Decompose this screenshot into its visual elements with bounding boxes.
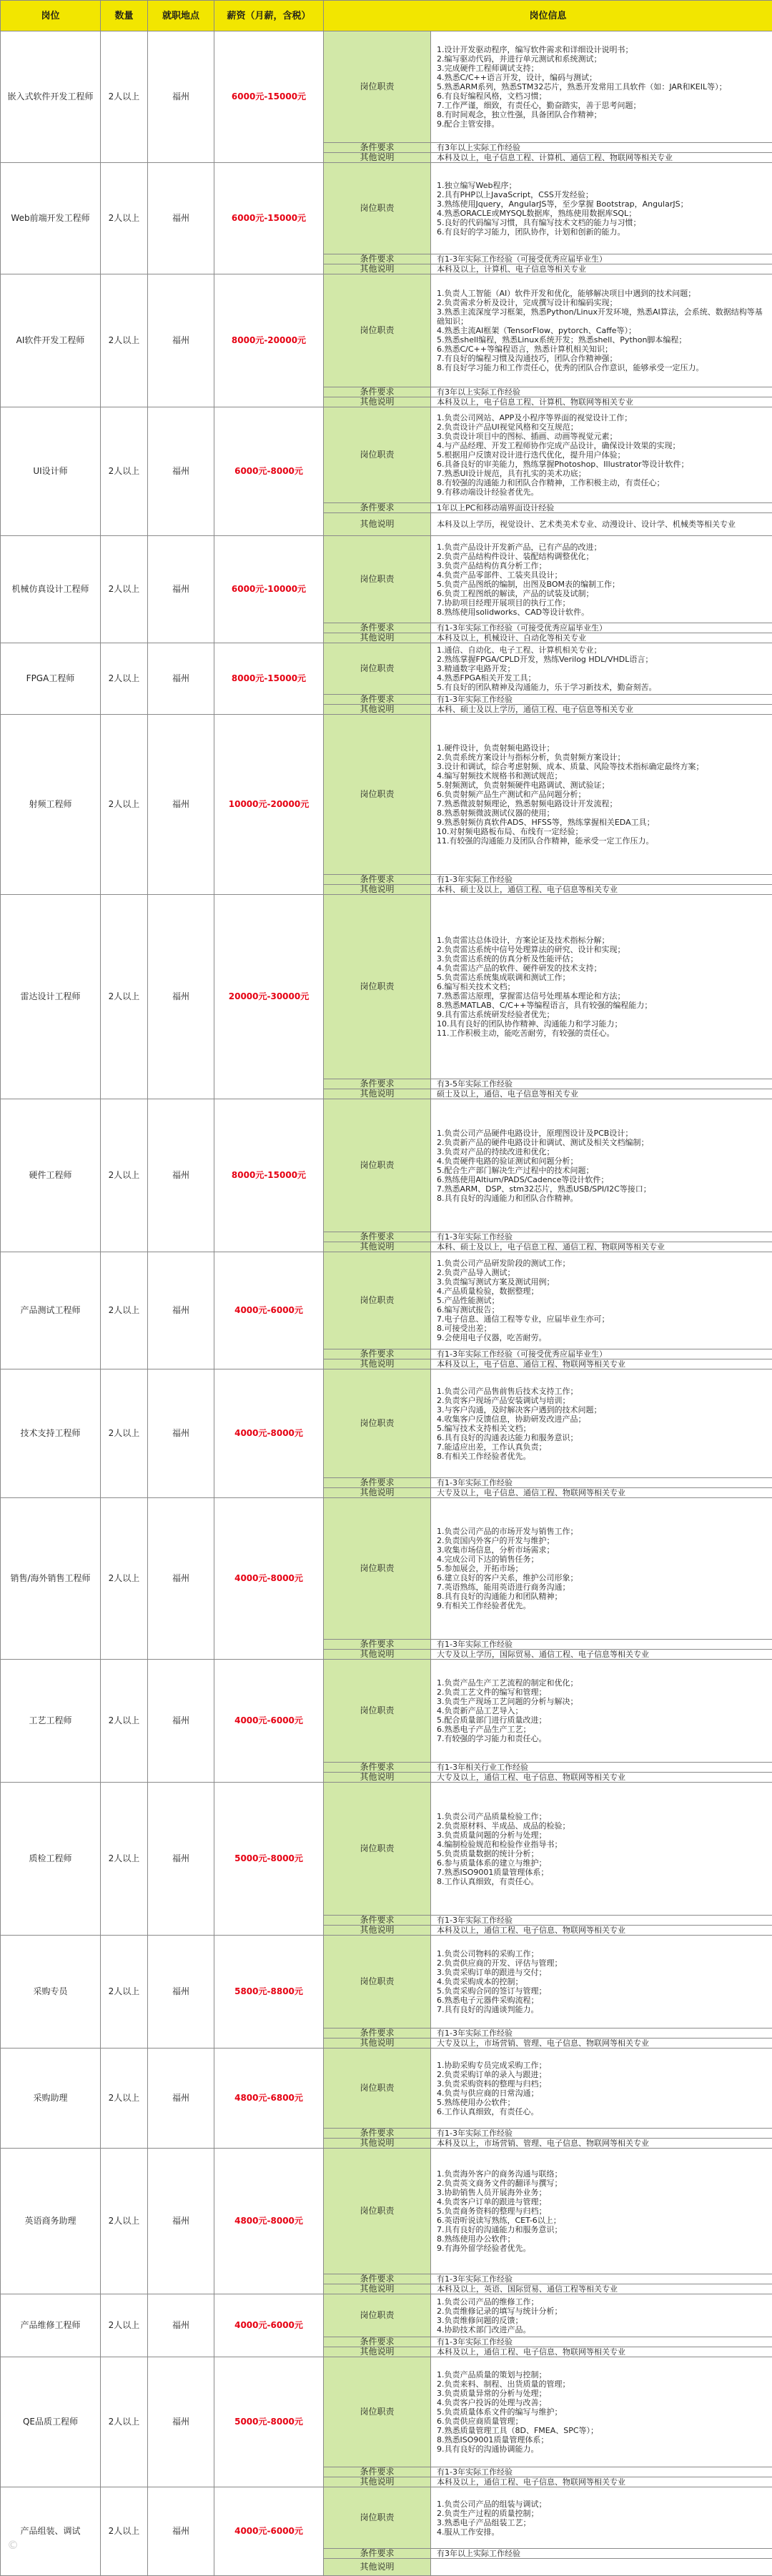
job-other: 本科及以上，通信工程、电子信息、物联网等相关专业	[431, 2347, 772, 2357]
job-duty: 1.设计开发驱动程序，编写软件需求和详细设计说明书； 2.编写驱动代码，并进行单元测试和系统测试； 3.完成硬件工程师调试支持； 4.熟悉C/C++语言开发，设计，编码与测试； 5.熟悉ARM系列，熟悉STM32芯片，熟悉开发常用工具软件（如：JAR和KEIL等）； 6.有良好编程风格，文档习惯； 7.工作严谨，细致，有责任心，勤奋踏实，善于思考问题； 8.有时间观念，独立性强，具备团队合作精神； 9.配合主管安排。	[431, 31, 772, 143]
job-salary: 4800元-6800元	[214, 2049, 324, 2149]
req-label: 条件要求	[324, 875, 431, 885]
req-label: 条件要求	[324, 503, 431, 513]
job-location: 福州	[148, 1498, 214, 1660]
job-duty: 1.负责产品设计开发新产品，已有产品的改进； 2.负责产品结构件设计、装配结构调整优化； 3.负责产品结构仿真分析工作； 4.负责产品零部件、工装夹具设计； 5.负责产品图纸的编制，出图及BOM表的编制工作； 6.负责工程图纸的解读，产品的试装及试制； 7.协助项目经理开展项目的执行工作； 8.熟练使用solidworks、CAD等设计软件。	[431, 536, 772, 623]
job-location: 福州	[148, 407, 214, 536]
job-other: 本科、硕士及以上，电子信息工程、通信工程、物联网等相关专业	[431, 1242, 772, 1252]
table-row	[1, 643, 772, 695]
job-title: AI软件开发工程师	[1, 274, 101, 407]
job-requirement: 有3年以上实际工作经验	[431, 143, 772, 153]
job-requirement: 有1-3年实际工作经验（可接受优秀应届毕业生）	[431, 254, 772, 264]
other-label: 其他说明	[324, 1242, 431, 1252]
duty-label: 岗位职责	[324, 31, 431, 143]
job-count: 2人以上	[101, 2149, 148, 2294]
job-title: QE品质工程师	[1, 2357, 101, 2487]
job-duty: 1.负责公司产品质量检验工作； 2.负责原材料、半成品、成品的检验； 3.负责质量问题的分析与处理； 4.编制检验规范和检验作业指导书； 5.负责质量数据的统计分析； 6.参与质量体系的建立与维护； 7.熟悉ISO9001质量管理体系； 8.工作认真细致，有责任心。	[431, 1783, 772, 1916]
req-label: 条件要求	[324, 1349, 431, 1359]
table-row	[1, 1660, 772, 1763]
job-title: 技术支持工程师	[1, 1369, 101, 1498]
other-label: 其他说明	[324, 264, 431, 274]
req-label: 条件要求	[324, 1763, 431, 1773]
job-other: 本科及以上，电子信息、通信工程、物联网等相关专业	[431, 1359, 772, 1369]
job-other: 本科及以上，电子信息工程、计算机、通信工程、物联网等相关专业	[431, 153, 772, 163]
duty-label: 岗位职责	[324, 2149, 431, 2274]
job-duty: 1.负责海外客户的商务沟通与联络； 2.负责英文商务文件的翻译与撰写； 3.协助销售人员开展海外业务； 4.负责客户订单的跟进与管理； 5.负责商务资料的整理与归档； 6.英语听说读写熟练，CET-6以上； 7.具有良好的沟通能力和服务意识； 8.熟练使用办公软件； 9.有海外留学经验者优先。	[431, 2149, 772, 2274]
job-other: 本科、硕士及以上学历，通信工程、电子信息等相关专业	[431, 705, 772, 715]
job-duty: 1.负责公司产品硬件电路设计，原理图设计及PCB设计； 2.负责新产品的硬件电路设计和调试、测试及相关文档编制； 3.负责对产品的持续改进和优化； 4.负责硬件电路的验证测试和问题分析； 5.配合生产部门解决生产过程中的技术问题； 6.熟练使用Altium/PADS/Cadence等设计软件； 7.熟悉ARM、DSP、stm32芯片，熟悉USB/SPI/I2C等接口； 8.具有良好的沟通能力和团队合作精神。	[431, 1099, 772, 1232]
req-label: 条件要求	[324, 254, 431, 264]
duty-label: 岗位职责	[324, 274, 431, 387]
job-salary: 8000元-15000元	[214, 1099, 324, 1252]
job-count: 2人以上	[101, 1099, 148, 1252]
other-label: 其他说明	[324, 2477, 431, 2487]
other-label: 其他说明	[324, 633, 431, 643]
job-duty: 1.负责产品质量的策划与控制； 2.负责来料、制程、出货质量的管理； 3.负责质量异常的分析与处理； 4.负责客户投诉的处理与改善； 5.负责质量体系文件的编写与维护； 6.负责供应商质量管理； 7.熟悉质量管理工具（8D、FMEA、SPC等）； 8.熟悉ISO9001质量管理体系； 9.具有良好的沟通协调能力。	[431, 2357, 772, 2467]
job-title: 嵌入式软件开发工程师	[1, 31, 101, 163]
job-requirement: 有3-5年实际工作经验	[431, 1079, 772, 1089]
job-other: 本科及以上，机械设计、自动化等相关专业	[431, 633, 772, 643]
job-location: 福州	[148, 1099, 214, 1252]
job-location: 福州	[148, 1369, 214, 1498]
duty-label: 岗位职责	[324, 163, 431, 254]
table-row	[1, 2294, 772, 2337]
job-salary: 5000元-8000元	[214, 1783, 324, 1936]
job-requirement: 有3年以上实际工作经验	[431, 2549, 772, 2559]
header-count: 数量	[101, 1, 148, 31]
job-other: 本科、硕士及以上，通信工程、电子信息等相关专业	[431, 885, 772, 895]
duty-label: 岗位职责	[324, 2049, 431, 2129]
job-location: 福州	[148, 1252, 214, 1369]
job-requirement: 有1-3年实际工作经验	[431, 2467, 772, 2477]
duty-label: 岗位职责	[324, 1498, 431, 1640]
duty-label: 岗位职责	[324, 2294, 431, 2337]
job-salary: 5800元-8800元	[214, 1936, 324, 2049]
job-duty: 1.协助采购专员完成采购工作； 2.负责采购订单的录入与跟进； 3.负责采购资料的整理与归档； 4.负责与供应商的日常沟通； 5.熟练使用办公软件； 6.工作认真细致，有责任心。	[431, 2049, 772, 2129]
job-requirement: 有1-3年实际工作经验	[431, 1232, 772, 1242]
job-count: 2人以上	[101, 1936, 148, 2049]
req-label: 条件要求	[324, 2467, 431, 2477]
table-row	[1, 1252, 772, 1349]
job-salary: 4800元-8000元	[214, 2149, 324, 2294]
job-title: 产品维修工程师	[1, 2294, 101, 2357]
job-salary: 6000元-15000元	[214, 31, 324, 163]
duty-label: 岗位职责	[324, 407, 431, 503]
job-title: 英语商务助理	[1, 2149, 101, 2294]
job-duty: 1.负责公司物料的采购工作； 2.负责供应商的开发、评估与管理； 3.负责采购订单的跟进与交付； 4.负责采购成本的控制； 5.负责采购合同的签订与管理； 6.熟悉电子元器件采购流程； 7.具有良好的沟通谈判能力。	[431, 1936, 772, 2028]
job-location: 福州	[148, 643, 214, 715]
job-location: 福州	[148, 2294, 214, 2357]
other-label: 其他说明	[324, 1488, 431, 1498]
job-requirement: 有1-3年实际工作经验（可接受优秀应届毕业生）	[431, 623, 772, 633]
job-title: 机械仿真设计工程师	[1, 536, 101, 643]
other-label: 其他说明	[324, 1650, 431, 1660]
job-other: 本科及以上，通信工程、电子信息、物联网等相关专业	[431, 2477, 772, 2487]
job-requirement: 有1-3年实际工作经验	[431, 2129, 772, 2139]
job-salary: 4000元-6000元	[214, 1660, 324, 1783]
job-count: 2人以上	[101, 643, 148, 715]
table-row	[1, 2149, 772, 2274]
job-location: 福州	[148, 1783, 214, 1936]
other-label: 其他说明	[324, 1773, 431, 1783]
job-count: 2人以上	[101, 536, 148, 643]
job-requirement: 有1-3年实际工作经验	[431, 2028, 772, 2038]
job-requirement: 有1-3年实际工作经验	[431, 2274, 772, 2284]
job-location: 福州	[148, 1936, 214, 2049]
other-label: 其他说明	[324, 2139, 431, 2149]
job-duty: 1.负责公司产品的组装与调试； 2.负责生产过程的质量控制； 3.熟悉电子产品组装工艺； 4.服从工作安排。	[431, 2487, 772, 2549]
other-label: 其他说明	[324, 2559, 431, 2576]
job-other: 本科及以上，计算机、电子信息等相关专业	[431, 264, 772, 274]
job-duty: 1.硬件设计，负责射频电路设计； 2.负责系统方案设计与指标分析，负责射频方案设计； 3.设计和调试，综合考虑射频、成本、质量、风险等技术指标确定最终方案； 4.编写射频技术规格书和测试规范； 5.射频测试，负责射频硬件电路调试、测试验证； 6.负责射频产品生产测试和产品问题分析； 7.熟悉微波射频理论，熟悉射频电路设计开发流程； 8.熟悉射频微波测试仪器的使用； 9.熟悉射频仿真软件ADS、HFSS等，熟练掌握相关EDA工具； 10.对射频电路板布局、布线有一定经验； 11.有较强的沟通能力及团队合作精神，能承受一定工作压力。	[431, 715, 772, 875]
job-title: 销售/海外销售工程师	[1, 1498, 101, 1660]
job-count: 2人以上	[101, 895, 148, 1099]
req-label: 条件要求	[324, 2549, 431, 2559]
job-other: 本科及以上，通信工程、电子信息、物联网等相关专业	[431, 1926, 772, 1936]
header-salary: 薪资（月薪，含税）	[214, 1, 324, 31]
req-label: 条件要求	[324, 1232, 431, 1242]
job-salary: 6000元-8000元	[214, 407, 324, 536]
req-label: 条件要求	[324, 387, 431, 397]
header-info: 岗位信息	[324, 1, 772, 31]
job-title: 工艺工程师	[1, 1660, 101, 1783]
req-label: 条件要求	[324, 1916, 431, 1926]
job-title: 射频工程师	[1, 715, 101, 895]
job-salary: 8000元-20000元	[214, 274, 324, 407]
duty-label: 岗位职责	[324, 1099, 431, 1232]
duty-label: 岗位职责	[324, 2357, 431, 2467]
job-salary: 6000元-15000元	[214, 163, 324, 274]
table-row	[1, 895, 772, 1079]
req-label: 条件要求	[324, 623, 431, 633]
job-count: 2人以上	[101, 407, 148, 536]
job-title: 雷达设计工程师	[1, 895, 101, 1099]
job-requirement: 1年以上PC和移动端界面设计经验	[431, 503, 772, 513]
job-duty: 1.负责雷达总体设计，方案论证及技术指标分解； 2.负责雷达系统中信号处理算法的研究、设计和实现； 3.负责雷达系统的仿真分析及性能评估； 4.负责雷达产品的软件、硬件研发的技术支持； 5.负责雷达系统集成联调和测试工作； 6.编写相关技术文档； 7.熟悉雷达原理，掌握雷达信号处理基本理论和方法； 8.熟悉MATLAB、C/C++等编程语言，具有较强的编程能力； 9.具有雷达系统研发经验者优先； 10.具有良好的团队协作精神、沟通能力和学习能力； 11.工作积极主动，能吃苦耐劳，有较强的责任心。	[431, 895, 772, 1079]
job-other: 大专及以上，市场营销、管理、电子信息、物联网等相关专业	[431, 2038, 772, 2049]
header-position: 岗位	[1, 1, 101, 31]
req-label: 条件要求	[324, 1478, 431, 1488]
job-list	[1, 31, 772, 2576]
job-duty: 1.独立编写Web程序； 2.具有PHP以上JavaScript，CSS开发经验； 3.熟练使用Jquery，AngularJS等，至少掌握 Bootstrap，AngularJS； 4.熟悉ORACLE或MYSQL数据库，熟练使用数据库SQL； 5.良好的代码编写习惯，具有编写技术文档的能力与习惯； 6.有良好的学习能力，团队协作，计划和创新的能力。	[431, 163, 772, 254]
job-count: 2人以上	[101, 163, 148, 274]
job-count: 2人以上	[101, 1252, 148, 1369]
duty-label: 岗位职责	[324, 1660, 431, 1763]
table-row	[1, 1369, 772, 1478]
job-count: 2人以上	[101, 1660, 148, 1783]
other-label: 其他说明	[324, 153, 431, 163]
job-location: 福州	[148, 163, 214, 274]
job-count: 2人以上	[101, 2357, 148, 2487]
job-location: 福州	[148, 1660, 214, 1783]
job-location: 福州	[148, 2049, 214, 2149]
job-salary: 6000元-10000元	[214, 536, 324, 643]
job-salary: 4000元-8000元	[214, 1498, 324, 1660]
req-label: 条件要求	[324, 2028, 431, 2038]
job-other: 本科及以上，电子信息工程、计算机、物联网等相关专业	[431, 397, 772, 407]
job-salary: 10000元-20000元	[214, 715, 324, 895]
job-location: 福州	[148, 536, 214, 643]
job-duty: 1.负责人工智能（AI）软件开发和优化，能够解决项目中遇到的技术问题； 2.负责需求分析及设计，完成撰写设计和编码实现； 3.熟悉主流深度学习框架，熟悉Python/Linux开发环境，熟悉AI算法，会系统、数据结构等基础知识； 4.熟悉主流AI框架（TensorFlow、pytorch、Caffe等）； 5.熟悉shell编程，熟悉Linux系统开发；熟悉shell、Python脚本编程； 6.熟悉C/C++等编程语言，熟悉计算机相关知识； 7.有良好的编程习惯及沟通技巧，团队合作精神强； 8.有良好学习能力和工作责任心，优秀的团队合作意识，能够承受一定压力。	[431, 274, 772, 387]
job-requirement: 有1-3年实际工作经验	[431, 1640, 772, 1650]
job-other: 本科及以上，英语、国际贸易、通信工程等相关专业	[431, 2284, 772, 2294]
job-title: 产品测试工程师	[1, 1252, 101, 1369]
job-salary: 4000元-6000元	[214, 1252, 324, 1369]
req-label: 条件要求	[324, 1640, 431, 1650]
job-count: 2人以上	[101, 1783, 148, 1936]
req-label: 条件要求	[324, 143, 431, 153]
job-other: 大专及以上学历，国际贸易、通信工程、电子信息等相关专业	[431, 1650, 772, 1660]
header-location: 就职地点	[148, 1, 214, 31]
duty-label: 岗位职责	[324, 895, 431, 1079]
table-row	[1, 715, 772, 875]
other-label: 其他说明	[324, 1359, 431, 1369]
job-duty: 1.负责公司产品的维修工作； 2.负责维修记录的填写与统计分析； 3.负责维修问题的反馈； 4.协助技术部门改进产品。	[431, 2294, 772, 2337]
job-other: 大专及以上，电子信息、通信工程、物联网等相关专业	[431, 1488, 772, 1498]
job-location: 福州	[148, 274, 214, 407]
job-salary: 4000元-6000元	[214, 2294, 324, 2357]
duty-label: 岗位职责	[324, 715, 431, 875]
job-requirement: 有1-3年相关行业工作经验	[431, 1763, 772, 1773]
job-other: 硕士及以上，通信、电子信息等相关专业	[431, 1089, 772, 1099]
other-label: 其他说明	[324, 2347, 431, 2357]
job-title: 采购专员	[1, 1936, 101, 2049]
table-row	[1, 2357, 772, 2467]
req-label: 条件要求	[324, 2274, 431, 2284]
job-location: 福州	[148, 31, 214, 163]
job-duty: 1.负责产品生产工艺流程的制定和优化； 2.负责工艺文件的编写和管理； 3.负责生产现场工艺问题的分析与解决； 4.负责新产品工艺导入； 5.配合质量部门进行质量改进； 6.熟悉电子产品生产工艺； 7.有较强的学习能力和责任心。	[431, 1660, 772, 1763]
job-title: UI设计师	[1, 407, 101, 536]
req-label: 条件要求	[324, 1079, 431, 1089]
job-title: 采购助理	[1, 2049, 101, 2149]
req-label: 条件要求	[324, 695, 431, 705]
job-duty: 1.负责公司网站、APP及小程序等界面的视觉设计工作； 2.负责设计产品UI视觉风格和交互规范； 3.负责设计项目中的图标、插画、动画等视觉元素； 4.与产品经理、开发工程师协作完成产品设计，确保设计效果的实现； 5.根据用户反馈对设计进行迭代优化，提升用户体验； 6.具备良好的审美能力，熟练掌握Photoshop、Illustrator等设计软件； 7.熟悉UI设计规范，具有扎实的美术功底； 8.有较强的沟通能力和团队合作精神，工作积极主动，有责任心； 9.有移动端设计经验者优先。	[431, 407, 772, 503]
other-label: 其他说明	[324, 2038, 431, 2049]
duty-label: 岗位职责	[324, 1252, 431, 1349]
table-row	[1, 536, 772, 623]
other-label: 其他说明	[324, 1926, 431, 1936]
table-row	[1, 1099, 772, 1232]
other-label: 其他说明	[324, 885, 431, 895]
job-location: 福州	[148, 715, 214, 895]
job-requirement: 有1-3年实际工作经验	[431, 2337, 772, 2347]
job-count: 2人以上	[101, 31, 148, 163]
job-count: 2人以上	[101, 274, 148, 407]
job-title: Web前端开发工程师	[1, 163, 101, 274]
job-requirement: 有1-3年实际工作经验（可接受优秀应届毕业生）	[431, 1349, 772, 1359]
other-label: 其他说明	[324, 513, 431, 536]
job-other	[431, 2559, 772, 2576]
job-location: 福州	[148, 2357, 214, 2487]
duty-label: 岗位职责	[324, 1369, 431, 1478]
duty-label: 岗位职责	[324, 643, 431, 695]
other-label: 其他说明	[324, 705, 431, 715]
table-row	[1, 2049, 772, 2129]
table-row	[1, 163, 772, 254]
job-count: 2人以上	[101, 715, 148, 895]
duty-label: 岗位职责	[324, 2487, 431, 2549]
job-duty: 1.负责公司产品售前售后技术支持工作； 2.负责客户现场产品安装调试与培训； 3.与客户沟通，及时解决客户遇到的技术问题； 4.收集客户反馈信息，协助研发改进产品； 5.编写技术支持相关文档； 6.具有良好的沟通表达能力和服务意识； 7.能适应出差，工作认真负责； 8.有相关工作经验者优先。	[431, 1369, 772, 1478]
table-header-row	[1, 1, 772, 31]
req-label: 条件要求	[324, 2337, 431, 2347]
job-count: 2人以上	[101, 2049, 148, 2149]
table-row	[1, 2487, 772, 2549]
job-count: 2人以上	[101, 1369, 148, 1498]
table-row	[1, 274, 772, 387]
job-requirement: 有3年以上实际工作经验	[431, 387, 772, 397]
table-row	[1, 31, 772, 143]
other-label: 其他说明	[324, 1089, 431, 1099]
job-location: 福州	[148, 895, 214, 1099]
job-duty: 1.负责公司产品研发阶段的测试工作； 2.负责产品导入测试； 3.负责编写测试方案及测试用例； 4.产品质量检验，数据整理； 5.产品性能测试； 6.编写测试报告； 7.电子信息、通信工程等专业，应届毕业生亦可； 8.可接受出差； 9.会使用电子仪器，吃苦耐劳。	[431, 1252, 772, 1349]
table-row	[1, 1498, 772, 1640]
job-title: 质检工程师	[1, 1783, 101, 1936]
job-duty: 1.负责公司产品的市场开发与销售工作； 2.负责国内外客户的开发与维护； 3.收集市场信息，分析市场需求； 4.完成公司下达的销售任务； 5.参加展会，开拓市场； 6.建立良好的客户关系，维护公司形象； 7.英语熟练，能用英语进行商务沟通； 8.具有良好的沟通能力和团队精神； 9.有相关工作经验者优先。	[431, 1498, 772, 1640]
job-salary: 5000元-8000元	[214, 2357, 324, 2487]
job-location: 福州	[148, 2149, 214, 2294]
job-other: 本科及以上，市场营销、管理、电子信息、物联网等相关专业	[431, 2139, 772, 2149]
other-label: 其他说明	[324, 2284, 431, 2294]
job-count: 2人以上	[101, 2487, 148, 2576]
duty-label: 岗位职责	[324, 1783, 431, 1916]
job-salary: 20000元-30000元	[214, 895, 324, 1099]
job-requirement: 有1-3年实际工作经验	[431, 1478, 772, 1488]
job-duty: 1.通信、自动化、电子工程、计算机相关专业； 2.熟练掌握FPGA/CPLD开发，熟练Verilog HDL/VHDL语言； 3.精通数字电路开发； 4.熟悉FPGA相关开发工具； 5.有良好的团队精神及沟通能力，乐于学习新技术，勤奋刻苦。	[431, 643, 772, 695]
job-salary: 4000元-6000元	[214, 2487, 324, 2576]
job-salary: 8000元-15000元	[214, 643, 324, 715]
job-title: 产品组装、调试	[1, 2487, 101, 2576]
job-title: FPGA工程师	[1, 643, 101, 715]
job-requirement: 有1-3年实际工作经验	[431, 875, 772, 885]
job-count: 2人以上	[101, 1498, 148, 1660]
duty-label: 岗位职责	[324, 536, 431, 623]
job-salary: 4000元-8000元	[214, 1369, 324, 1498]
job-requirement: 有1-3年实际工作经验	[431, 1916, 772, 1926]
duty-label: 岗位职责	[324, 1936, 431, 2028]
other-label: 其他说明	[324, 397, 431, 407]
watermark: ©	[7, 2538, 19, 2552]
job-location: 福州	[148, 2487, 214, 2576]
job-title: 硬件工程师	[1, 1099, 101, 1252]
job-other: 本科及以上学历，视觉设计、艺术类美术专业、动漫设计、设计学、机械类等相关专业	[431, 513, 772, 536]
table-row	[1, 1783, 772, 1916]
job-requirement: 有1-3年实际工作经验	[431, 695, 772, 705]
table-row	[1, 1936, 772, 2028]
job-count: 2人以上	[101, 2294, 148, 2357]
req-label: 条件要求	[324, 2129, 431, 2139]
table-row	[1, 407, 772, 503]
job-other: 大专及以上，通信工程、电子信息、物联网等相关专业	[431, 1773, 772, 1783]
